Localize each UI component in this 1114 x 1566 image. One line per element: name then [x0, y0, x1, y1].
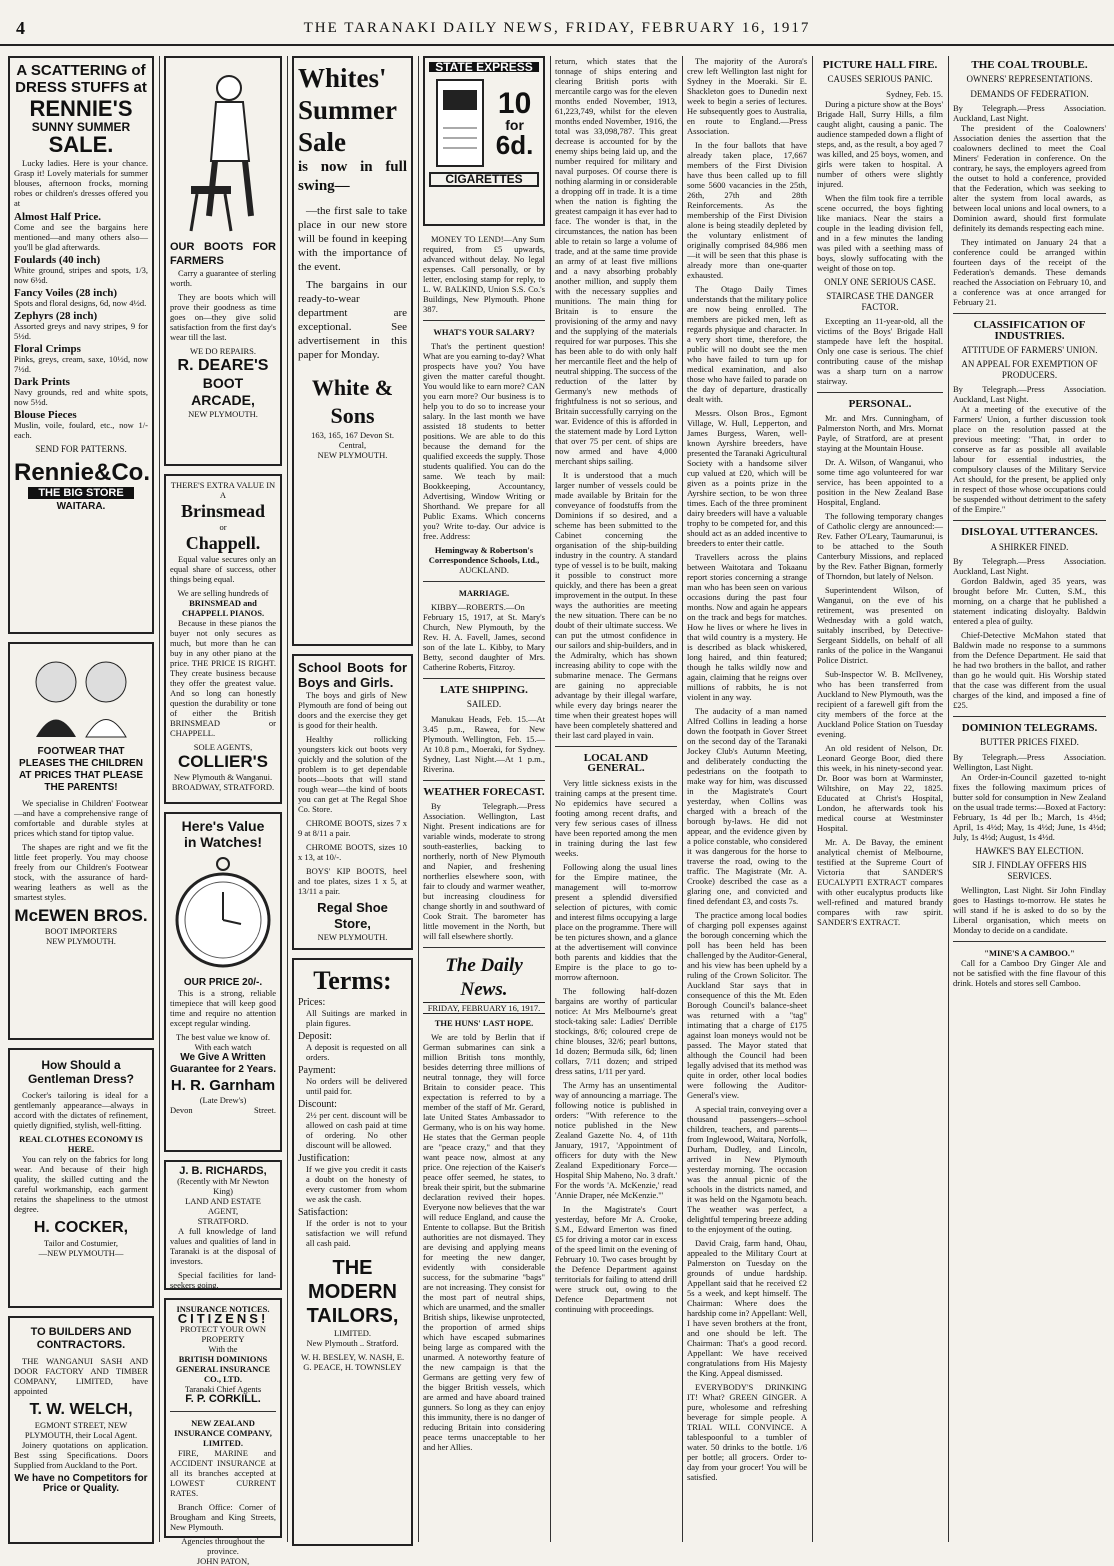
news-item: The Otago Daily Times understands that the military police are now being enrolled. The members are picked men, left as regards physique and character. In a very short time, therefore, the public will no doubt see the men who have failed to turn up for medical examination, and also those who have failed to parade on the day of departure, drastically dealt with.: [687, 284, 807, 404]
personal-item: Mr. A. De Bavay, the eminent analytical chemist of Melbourne, testified at the Supreme Court of Victoria that SANDER'S EUCALYPTI EXTRACT compares with other eucalyptus products like well-refined and matured brandy compares with raw spirit. SANDER'S EXTRACT.: [817, 837, 943, 928]
weather-text: By Telegraph.—Press Association. Wellington, Last Night. Present indications are for variable winds, moderate to strong south-easterlies, backing to northerly, north of New Plymouth and Napier, and freshening northerlies elsewhere soon, with fair to cloudy and warmer weather, but increasing cloudiness for change shortly in and southward of Cook Strait. The barometer has little movement in the North, but will fall elsewhere shortly.: [423, 801, 545, 942]
terms-heading: Terms:: [313, 966, 392, 995]
nz-insurance-company: NEW ZEALAND INSURANCE COMPANY, LIMITED.: [174, 1417, 272, 1448]
column-rule: [418, 56, 419, 1542]
news-item: The audacity of a man named Alfred Collins in leading a horse down the footpath in Gover Street on the second day of the Taranaki Jockey Club's Autumn Meeting, and deliberately conducting the pedestrians on the footpath to make way for him, was discussed in the Magistrate's Court yesterday, when Collins was charged with a breach of the borough by-laws. He did not appear, and the evidence given by a police constable, who considered it was dangerous for the horse to traverse the road, owing to the traffic. The Magistrate (Mr. A. Crooke) described the case as a glaring one, and convicted and fined defendant £3, and costs 7s.: [687, 706, 807, 906]
fire-text: During a picture show at the Boys' Brigade Hall, Surry Hills, a film caught alight, causing a panic. The audience stampeded down a flight of steps, and, as the result, a boy aged 7 was killed, and 25 boys, women, and girls were taken to hospital. A number of others were slightly injured.: [817, 98, 943, 189]
list-item: Fancy Voiles (28 inch) Spots and floral designs, 6d, now 4½d.: [14, 287, 147, 309]
richards-advert: [164, 1160, 282, 1290]
colliers-text-2: We are selling hundreds of: [177, 588, 269, 598]
colliers-chappell: Chappell.: [185, 533, 261, 553]
column-5: [555, 56, 677, 1542]
insurance-citizens: CITIZENS!: [177, 1311, 269, 1326]
watch-headline: Here's Value: [181, 818, 265, 834]
fire-text-2: When the film took fire a terrible scene occurred, the boys fighting like maniacs. Near the stairs a couple in the leading division fell, and in a few minutes the landing was piled with a seething mass of boys, slowly suffocating with the weight of those on top.: [817, 192, 943, 273]
fire-sub: CAUSES SERIOUS PANIC.: [827, 74, 933, 85]
terms-key: Satisfaction:: [298, 1207, 348, 1218]
cocker-text-2: You can rely on the fabrics for long wear. And because of their high quality, the skilled cutting and the careful workmanship, each garment retains the shapeliness to the utmost degree.: [14, 1154, 148, 1214]
classification-text: At a meeting of the executive of the Farmers' Union, a further discussion took place on the resolution passed at the previous meeting: "That, in order to conserve as far as possible all available labour for essential industries, the compulsory clauses of the Military Service Act should, for the present, be applied only in respect of those whose occupations could be suspended without detriment to the safety of the Empire.": [953, 404, 1106, 515]
rennie-town: WAITARA.: [56, 501, 106, 513]
cigarette-brand: STATE EXPRESS: [429, 62, 539, 72]
whites-address: 163, 165, 167 Devon St. Central,: [311, 430, 394, 450]
list-item: Dark Prints Navy grounds, red and white spots, now 5½d.: [14, 376, 148, 408]
tailors-firm-3: TAILORS,: [306, 1305, 399, 1327]
classification-heading: CLASSIFICATION OF INDUSTRIES.: [973, 319, 1086, 342]
deare-firm-2: BOOT ARCADE,: [191, 375, 255, 408]
rennie-items: [14, 212, 148, 440]
fire-dateline: Sydney, Feb. 15.: [886, 88, 943, 99]
insurance-line: PROTECT YOUR OWN PROPERTY: [180, 1324, 266, 1345]
mcewen-sub: BOOT IMPORTERS: [44, 926, 118, 936]
dominion-sub: BUTTER PRICES FIXED.: [980, 737, 1079, 748]
personal-item: Mr. and Mrs. Cunningham, of Palmerston North, and Mrs. Mornat Payle, of Stratford, are at present staying at the Mountain House.: [817, 413, 943, 454]
watch-location: Devon: [170, 1105, 193, 1116]
regal-text: The boys and girls of New Plymouth are fond of being out doors and the exercise they get is good for their health.: [298, 690, 407, 730]
welch-advert: [8, 1316, 154, 1544]
coal-sub-2: DEMANDS OF FEDERATION.: [970, 88, 1089, 99]
cigarette-for: for: [505, 117, 524, 134]
colliers-text: Equal value secures only an equal share of success, other things being equal.: [170, 554, 276, 584]
news-item: EVERYBODY'S DRINKING IT! What? GREEN GINGER. A pure, wholesome and refreshing beverage for simple people. A TRIAL WILL CONVINCE. A tablespoonful to a tumbler of water. 50 drinks to the bottle. 1/6 per bottle; all grocers. Order to-day from your grocer! You will be satisfied.: [687, 1382, 807, 1482]
personal-item: Sub-Inspector W. B. McIlveney, who has been transferred from Auckland to New Plymouth, was the recipient of a farewell gift from the city members of the force at the Auckland Police Station on Tuesday evening.: [817, 669, 943, 740]
colliers-brinsmead: Brinsmead: [180, 501, 265, 521]
news-item: In the four ballots that have already taken place, 17,667 members of the First Division have thus been called up to fill some 5600 vacancies in the 25th, 26th, 27th and 28th Reinforcements. As the membership of the First Division alone is being steadily depleted by the voluntary enlistment of originally comprised 84,986 men—it will be seen that this phase is already more than one-quarter exhausted.: [687, 140, 807, 280]
terms-value: If the order is not to your satisfaction we will refund all cash paid.: [306, 1218, 407, 1248]
disloyal-dateline: By Telegraph.—Press Association. Auckland, Last Night.: [953, 556, 1106, 577]
whites-text: —the first sale to take place in our new store will be found in keeping with the importance of the event.: [298, 205, 407, 273]
column-2: [164, 56, 282, 1566]
insurance-agents: Taranaki Chief Agents: [184, 1384, 262, 1395]
news-item: A special train, conveying over a thousand passengers—school children, teachers, and parents—from Inglewood, Waitara, Norfolk, Durham, Dudley, and Lincoln, arrived in New Plymouth yesterday morning. The occasion was the annual picnic of the schools in the districts named, and it was held on the Ngamotu beach. The weather was perfect, a delightful tempering breeze adding to the enjoyment of the outing.: [687, 1104, 807, 1234]
column-rule: [948, 56, 949, 1542]
local-item: Very little sickness exists in the training camps at the present time. No epidemics have secured a footing among recent drafts, and very few serious cases of illness have been reported among the men in training during the last few weeks.: [555, 777, 677, 858]
deare-repairs: WE DO REPAIRS.: [189, 346, 257, 356]
classification-sub-2: AN APPEAL FOR EXEMPTION OF PRODUCERS.: [961, 359, 1098, 380]
dominion-heading: DOMINION TELEGRAMS.: [961, 722, 1098, 735]
regal-advert: [292, 654, 413, 950]
tailors-limited: LIMITED.: [333, 1328, 372, 1338]
colliers-intro: THERE'S EXTRA VALUE IN A: [170, 480, 276, 500]
tailors-firm-2: MODERN: [308, 1281, 397, 1303]
coal-text-2: They intimated on January 24 that a conference could be arranged within fourteen days of the receipt of the Federation's demands. These demands reached the Association on February 10, and a conference was at once arranged for February 21.: [953, 237, 1106, 308]
tailors-firm: THE: [332, 1257, 373, 1279]
editorial-continued: return, which states that the tonnage of ships entering and clearing British ports with mercantile cargo was for the eleven months ended November, 1913, 61,223,749, whilst for the eleven months ended November, 1916, the total was 33,098,787. This great decrease is accounted for by the enemy ships being laid up, and the number required for military and naval purposes. Of course there is nothing alarming in or considerable a dropping off in trade. It is a time when the nation is fighting the greatest campaign it has ever had to face. The wonder is that, in the circumstances, the nation has been able to retain so large a volume of trade, and at the same time provide an army of at least five millions and a navy absorbing probably another million, and supply them with the necessary supplies and munitions. The main thing for Britain is to ensure the provisioning of the army and navy and the supplying of the materials required for war purposes. This she has been able to do with only half her mercantile fleet and the help of neutral shipping. The success of the reduction of the latter by Germany's new methods of frightfulness is not so serious, and Britain successfully carrying on the war. Evidence of this is afforded in the statement made by Lord Lytton that over 75 per cent. of ships are now armed and have 4,000 merchant ships sailing.: [555, 56, 677, 466]
welch-address: EGMONT STREET, NEW PLYMOUTH, their Local Agent.: [24, 1420, 138, 1440]
terms-key: Deposit:: [298, 1031, 332, 1042]
whites-town: NEW PLYMOUTH.: [317, 450, 388, 460]
insurance-signature: JOHN PATON,: [196, 1555, 250, 1566]
insurance-text-3: Agencies throughout the province.: [181, 1535, 265, 1556]
fire-sub-3: STAIRCASE THE DANGER FACTOR.: [826, 291, 934, 312]
dominion-sub-2: HAWKE'S BAY ELECTION.: [975, 845, 1084, 856]
cigarettes-label: CIGARETTES: [429, 172, 539, 186]
news-item: The practice among local bodies of charging poll expenses against the borough concerning which the poll has been held has been challenged by the Auditor-General, and his view has been upheld by a ruling of the Crown Solicitor. The Auckland Star says that in consequence of this the Mt. Eden Borough Council's balance-sheet was returned with a "tag" intimating that a charge of £175 against loan moneys would not be passed. The Mayor stated that although the Council had been legally advised that its method was quite in order, other local bodies were following the Auditor-General's view.: [687, 910, 807, 1100]
news-item: David Craig, farm hand, Ohau, appealed to the Military Court at Palmerston on Tuesday on the grounds of undue hardship. Appellant said that he received £2 5s a week, and kept himself. The Chairman: Where does the hardship come in? Appellant: Well, I have seven brothers at the front, and one should be left. The Chairman: That's a good record. Appellant: We have received congratulations from His Majesty the King. Appeal dismissed.: [687, 1238, 807, 1378]
insurance-heading: INSURANCE NOTICES.: [176, 1304, 270, 1314]
list-item: Foulards (40 inch) White ground, stripes and spots, 1/3, now 6½d.: [14, 254, 148, 286]
deare-text: Carry a guarantee of sterling worth.: [170, 268, 276, 288]
insurance-notices: [164, 1298, 282, 1566]
personal-item: Dr. A. Wilson, of Wanganui, who some time ago volunteered for war service, has been appointed to a position in the New Zealand Base Hospital, England.: [817, 457, 943, 508]
watch-text: This is a strong, reliable timepiece that will keep good time and require no attention except regular winding.: [170, 988, 276, 1029]
regal-headline: School Boots for Boys and Girls.: [298, 660, 407, 690]
editorial-date: FRIDAY, FEBRUARY 16, 1917.: [423, 1002, 545, 1014]
regal-town: NEW PLYMOUTH.: [317, 932, 388, 942]
rennie-firm: Rennie&Co.: [14, 458, 151, 486]
personal-item: An old resident of Nelson, Dr. Leonard George Boor, died there this week, in his ninety-second year. Dr. Boor was born at Warminster, Wiltshire, on May 22, 1825. Educated at Christ's Hospital, London, he afterwards took his medical course at Westminster Hospital.: [817, 743, 943, 834]
coal-dateline: By Telegraph.—Press Association. Auckland, Last Night.: [953, 103, 1106, 124]
state-express-advert: [423, 56, 545, 226]
masthead: [0, 0, 1114, 46]
insurance-line-2: With the: [208, 1344, 238, 1355]
list-item: Floral Crimps Pinks, greys, cream, saxe, 10½d, now 7½d.: [14, 343, 148, 375]
classification-sub: ATTITUDE OF FARMERS' UNION.: [961, 345, 1098, 356]
rennie-sale-word: SALE.: [48, 132, 114, 158]
tailors-names: W. H. BESLEY, W. NASH, E. G. PEACE, H. TOWNSLEY: [300, 1352, 405, 1372]
coal-sub: OWNERS' REPRESENTATIONS.: [966, 74, 1093, 85]
newspaper-title: THE TARANAKI DAILY NEWS, FRIDAY, FEBRUARY 16, 1917: [303, 20, 811, 36]
whites-firm: White & Sons: [311, 375, 394, 428]
disloyal-text: Gordon Baldwin, aged 35 years, was brought before Mr. Cutten, S.M., this morning, on a charge that he published a statement indicating disloyalty. Baldwin entered a plea of guilty.: [953, 576, 1106, 627]
fire-text-3: Excepting an 11-year-old, all the victims of the Boys' Brigade Hall stampede have left the hospital. Only one case is serious. The chief contributing cause of the mishap was a sharp turn on a narrow stairway.: [817, 316, 943, 387]
salary-firm: Hemingway & Robertson's Correspondence Schools, Ltd.,: [428, 545, 540, 565]
cocker-text: Cocker's tailoring is ideal for a gentlemanly appearance—always in accord with the dictates of refinement, quietly dignified, stylish, well-fitting.: [14, 1090, 148, 1130]
news-item: Messrs. Olson Bros., Egmont Village, W. Hull, Lepperton, and James Burgess, Waren, well-known Ayrshire breeders, have presented the Taranaki Agricultural Society with a handsome silver cup valued at £20, which will be given as a points prize in the Ayrshire section, to be won three times. Each of the three prominent dairy breeders will have a valuable trophy to be competed for, and this should act as an added incentive to breeders to enter their cattle.: [687, 408, 807, 548]
cocker-advert: [8, 1048, 154, 1308]
rennie-headline: A SCATTERING of: [16, 62, 146, 79]
dominion-sub-3: SIR J. FINDLAY OFFERS HIS SERVICES.: [972, 860, 1087, 881]
whites-text-2: The bargains in our ready-to-wear department are exceptional. See advertisement in this paper for Monday.: [298, 279, 407, 361]
regal-text-2: Healthy rollicking youngsters kick out boots very quickly and the solution of the problem is to get dependable boots—boots that will stand rough wear—the kind of boots you can get at The Regal Shoe Co. Store.: [298, 734, 407, 814]
deare-headline: OUR BOOTS FOR FARMERS: [170, 241, 276, 267]
editorial-masthead: The Daily News.: [445, 955, 523, 1001]
money-to-lend: MONEY TO LEND!—Any Sum required, from £5 upwards, advanced without delay. No legal expenses. Call personally, or by letter, enclosing stamp for reply, to L. W. BALKIND, Union S.S. Co.'s Buildings, New Plymouth. Phone 387.: [423, 234, 545, 314]
list-item: Zephyrs (28 inch) Assorted greys and navy stripes, 9 for 5½d.: [14, 310, 148, 342]
mcewen-firm: McEWEN BROS.: [14, 906, 148, 925]
shipping-heading: LATE SHIPPING.: [440, 684, 528, 696]
terms-value: 2½ per cent. discount will be allowed on cash paid at time of ordering. No other discount will be allowed.: [306, 1110, 407, 1150]
shipping-text: Manukau Heads, Feb. 15.—At 3.45 p.m., Rawea, for New Plymouth. Wellington, Feb. 15.—At 10.8 p.m., Moeraki, for Sydney. Sydney, Last Night.—At 1 p.m., Riverina.: [423, 713, 545, 774]
dominion-text-2: Wellington, Last Night. Sir John Findlay goes to Hastings to-morrow. He states he will stand if he is asked to do so by the Liberal organisation, which meets on Monday to decide on a candidate.: [953, 885, 1106, 936]
mcewen-text: We specialise in Children' Footwear—and have a comprehensive range of comfortable and durable styles at prices which stand for tiptop value.: [14, 798, 148, 838]
richards-text: A full knowledge of land values and qualities of land in Taranaki is at the disposal of investors.: [170, 1226, 276, 1267]
editorial-heading: THE HUNS' LAST HOPE.: [434, 1018, 534, 1029]
news-item: Travellers across the plains between Waitotara and Tokaanu report stories concerning a strange man who has been seen on various occasions during the past four months. Now and again he appears on the track and begs for matches. How he lives or where he lives in that wild country is a mystery. He is described as black whiskered, long haired, and thin featured; though he talks wildly now and again, claiming that he reigns over millions of rabbits, he is not violent in any way.: [687, 552, 807, 702]
insurance-agent-name: F. P. CORKILL.: [185, 1393, 261, 1406]
modern-tailors-advert: [292, 958, 413, 1546]
cigarette-count: 10: [497, 87, 532, 121]
column-6: [687, 56, 807, 1542]
terms-value: All Suitings are marked in plain figures.: [306, 1008, 407, 1028]
dominion-text: An Order-in-Council gazetted to-night fixes the following maximum prices of butter sold for consumption in New Zealand on the usual trade terms:—Boxed at Factory: February, 1s 4d per lb.; March, 1s 4½d; April, 1s 4½d; May, 1s 4½d; June, 1s 4½d; July, 1s 4½d; August, 1s 4½d.: [953, 771, 1106, 842]
column-rule: [159, 56, 160, 1542]
tailors-town: New Plymouth .. Stratford.: [306, 1338, 399, 1348]
whites-name: Whites': [298, 63, 387, 93]
deare-firm: R. DEARE'S: [177, 357, 269, 374]
personal-item: The following temporary changes of Catholic clergy are announced:—Rev. Father O'Leary, Taumarunui, is to be attached to the South Canterbury Missions, and replaced by the Rev. Father Bignan, formerly of Thorndon, but lately of Nelson.: [817, 511, 943, 582]
richards-text-2: Special facilities for land-seekers going.: [170, 1270, 276, 1291]
colliers-firm: COLLIER'S: [178, 752, 268, 771]
deare-advert: [164, 56, 282, 466]
welch-headline: TO BUILDERS AND CONTRACTORS.: [30, 1326, 132, 1351]
column-7: [817, 56, 943, 1542]
rennie-headline-2: DRESS STUFFS at: [15, 79, 147, 96]
column-rule: [812, 56, 813, 1542]
marriage-notice: KIBBY—ROBERTS.—On February 15, 1917, at St. Mary's Church, New Plymouth, by the Rev. H. A. Favell, James, second son of the late L. Kibby, to Mary Betty, second daughter of Mrs. Catherine Roberts, Fitzroy.: [423, 602, 545, 672]
watch-text-2: The best value we know of. With each watch: [176, 1032, 270, 1053]
whites-advert: [292, 56, 413, 646]
list-item: Almost Half Price. Come and see the bargains here mentioned—and many others also—you'll be glad afterwards.: [14, 211, 148, 253]
regal-price-3: BOYS' KIP BOOTS, heel and toe plates, sizes 1 x 5, at 13/11 a pair.: [298, 866, 407, 896]
insurance-company: BRITISH DOMINIONS GENERAL INSURANCE CO., LTD.: [175, 1354, 271, 1385]
rennie-send: SEND FOR PATTERNS.: [35, 444, 127, 455]
personal-heading: PERSONAL.: [848, 398, 912, 411]
cocker-firm: H. COCKER,: [33, 1219, 129, 1236]
cocker-headline: How Should a Gentleman Dress?: [27, 1058, 135, 1086]
local-heading: LOCAL AND GENERAL.: [583, 752, 649, 775]
column-8: [953, 56, 1106, 1542]
cigarette-price: 6d.: [495, 129, 534, 160]
column-3: [292, 56, 413, 1542]
coal-heading: THE COAL TROUBLE.: [971, 59, 1088, 71]
richards-sub-2: LAND AND ESTATE AGENT,: [185, 1196, 261, 1217]
local-item: Following along the usual lines for the Empire matinee, the management will to-morrow present a splendid diversified selection of pictures, with comic and interest films occupying a large place on the programme. There will be ten pictures shown, and a glance at the advertisement will convince both parents and kiddies that the Empire is the place to go to-morrow afternoon.: [555, 861, 677, 982]
colliers-town: New Plymouth & Wanganui.: [173, 772, 273, 782]
local-item: In the Magistrate's Court yesterday, before Mr A. Crooke, S.M., Edward Emerton was fined £5 for driving a motor car in excess of the speed limit on the evening of February 10. Two cases brought by the Defence Department against territorials for failing to attend drill were struck out, owing to the Defence Department not continuing with proceedings.: [555, 1203, 677, 1314]
terms-value: If we give you credit it casts a doubt on the honesty of every customer from whom we ask the cash.: [306, 1164, 407, 1204]
welch-text-2: Joinery quotations on application. Best ssing Specifications. Doors Supplied from Auckland to the Port.: [14, 1440, 148, 1470]
richards-town: STRATFORD.: [197, 1216, 249, 1227]
classification-dateline: By Telegraph.—Press Association. Auckland, Last Night.: [953, 384, 1106, 405]
cigarette-pack-icon: [435, 78, 485, 168]
watch-location-2: Street.: [254, 1105, 276, 1116]
rennie-name: RENNIE'S: [29, 96, 133, 121]
column-1: [8, 56, 154, 1542]
welch-text: THE WANGANUI SASH AND DOOR FACTORY AND TIMBER COMPANY, LIMITED, have appointed: [14, 1356, 148, 1396]
mcewen-headline: FOOTWEAR THAT PLEASES THE CHILDREN AT PRICES THAT PLEASE THE PARENTS!: [18, 746, 144, 793]
editorial-text: We are told by Berlin that if German submarines can sink a million British tons monthly, besides deterring three millions of neutral tonnage, they will force Britain to consider peace. This expectation is referred to by a member of the staff of Mr. Gerard, late United States Ambassador to Germany, who is on his way home. He states that the German people are "peace crazy," and that they want peace now, almost at any price. One rejection of the Kaiser's peace offer seemed, he states, to break their spirit, but the submarine declaration revived their hopes. Everyone now believes that the war will reduce England, and cause the Entente to collapse. But the British authorities are not dismayed. They are devising and applying means for meeting the new danger, evidently with considerable success, for the submarine "bags" are not increasing. They consist for the most part of neutral ships, which are unarmed, and the smaller British ships, likewise unprotected, the proportion of armed ships which have escaped submarines being large as compared with the unarmed. A noteworthy feature of the new campaign is that the Germans are getting very few of the bigger British vessels, which are armed and have aboard trained gunners. So long as they can enjoy this immunity, there is no danger of reducing Britain into considering peace terms unacceptable to her and her Allies.: [423, 1032, 545, 1453]
camboo-advert-text: Call for a Camboo Dry Ginger Ale and not be satisfied with the fine flavour of this drink. Hotels and stores sell Camboo.: [953, 958, 1106, 989]
salary-text: That's the pertinent question! What are you earning to-day? What prospects have you? You have given the matter careful thought. You would like to earn more? CAN you earn more? Our business is to help you to do so to increase your salary. In the last month we have assisted 18 students to better positions. We are able to do this because the demand for the qualified exceeds the supply. Those students qualified. You can do the same. We teach by mail: Bookkeeping, Accountancy, Advertising, Window Writing or Shorthand. We prepare for all Public Exams. Which concerns you? Write to-day. Our advice is free. Address:: [423, 341, 545, 541]
terms-key: Payment:: [298, 1065, 336, 1076]
insurance-text: FIRE, MARINE and ACCIDENT INSURANCE at all its branches accepted at LOWEST CURRENT RATES.: [170, 1447, 276, 1498]
watch-late: (Late Drew's): [199, 1095, 247, 1106]
richards-firm: J. B. RICHARDS,: [179, 1165, 267, 1177]
coal-text: The president of the Coalowners' Association denies the assertion that the coalowners declined to meet the Coal Miners' Federation in conference. On the contrary, he says, the employers agreed from the outset to hold a conference, provided that the Federation, which was seeking to alter the system from local awards, as between local unions and local owners, to a Dominion award, should first formulate definitely its demands respecting each mine.: [953, 123, 1106, 234]
personal-item: Superintendent Wilson, of Wanganui, on the eve of his retirement, was presented on Wednesday with a gold watch, suitably inscribed, by Detective-Sergeant Siddells, on behalf of all ranks of the police in the Wanganui Police District.: [817, 585, 943, 666]
colliers-text-3: Because in these pianos the buyer not only secures as much, but more than he can buy in any other piano at the price. THE PRICE IS RIGHT. They create business because they offer the greatest value. And so long can honestly question the durability or tone of either the British BRINSMEAD or CHAPPELL.: [170, 618, 276, 738]
whites-sale: Sale: [298, 127, 347, 157]
rennie-advert: [8, 56, 154, 634]
fire-sub-2: ONLY ONE SERIOUS CASE.: [824, 276, 936, 287]
deare-town: NEW PLYMOUTH.: [188, 409, 258, 419]
welch-firm: T. W. WELCH,: [29, 1401, 133, 1418]
terms-key: Discount:: [298, 1099, 337, 1110]
terms-key: Prices:: [298, 997, 326, 1008]
pocket-watch-icon: [173, 854, 273, 974]
whites-summer: Summer: [298, 95, 397, 125]
local-item: The Army has an unsentimental way of announcing a marriage. The following notice is published in orders: "With reference to the notice published in the New Zealand Gazette No. 4, of 11th January, 1917, 'Appointment of officers for duty with the New Zealand Expeditionary Force—Hospital Ship Maheno, No. 3 draft.' For the words 'A. McKenzie,' read 'Annie Draper, née McKenzie.'": [555, 1079, 677, 1200]
news-item: The majority of the Aurora's crew left Wellington last night for Sydney in the Moeraki. Sir E. Shackleton goes to Dunedin next week to begin a series of lectures. He subsequently goes to Australia, en route to England.—Press Association.: [687, 56, 807, 136]
colliers-advert: [164, 474, 282, 804]
marriage-heading: MARRIAGE.: [458, 588, 510, 598]
cocker-town: —NEW PLYMOUTH—: [38, 1248, 124, 1258]
colliers-address: BROADWAY, STRATFORD.: [171, 782, 275, 792]
disloyal-text-2: Chief-Detective McMahon stated that Baldwin made no response to a summons from the Defence Department. He said that he had two brothers in the ballot, and rather than go he would quit. His Worship stated that the case was different from the usual charges of the kind, and imposed a fine of £25.: [953, 630, 1106, 711]
deare-text-2: They are boots which will prove their goodness as time goes on—they give solid satisfaction from the first day's wear till the last.: [170, 292, 276, 342]
rennie-band: THE BIG STORE: [28, 487, 133, 499]
insurance-text-2: Branch Office: Corner of Brougham and King Streets, New Plymouth.: [170, 1501, 276, 1532]
watch-headline-2: in Watches!: [183, 834, 263, 850]
farmer-illustration: [171, 66, 275, 236]
mcewen-advert: [8, 642, 154, 1040]
rennie-sale-line: SUNNY SUMMER: [31, 120, 131, 134]
salary-heading: WHAT'S YOUR SALARY?: [433, 327, 535, 337]
watch-advert: [164, 812, 282, 1152]
camboo-advert-heading: "MINE'S A CAMBOO.": [984, 948, 1075, 959]
richards-sub: (Recently with Mr Newton King): [177, 1176, 269, 1197]
mcewen-town: NEW PLYMOUTH.: [46, 936, 116, 946]
column-4: [423, 56, 545, 1542]
column-rule: [550, 56, 551, 1542]
page-number: 4: [16, 18, 25, 38]
salary-town: AUCKLAND.: [459, 565, 509, 575]
children-illustration: [21, 652, 141, 742]
colliers-or: or: [219, 522, 227, 532]
local-item: The following half-dozen bargains are worthy of particular notice: At Mrs Melbourne's great stock-taking sale: Ladies' Derrible stockings, 8/6; coloured crepe de chine blouses, 32/6; pearl buttons, 1d dozen; Bermuda silk, 6d; linen collars, 7/11 dozen; and striped dress satins, 1/11 per yard.: [555, 985, 677, 1076]
regal-price: CHROME BOOTS, sizes 7 x 9 at 8/11 a pair.: [298, 818, 407, 838]
rennie-intro: Lucky ladies. Here is your chance. Grasp it! Lovely materials for summer blouses, afternoon frocks, morning robes or children's dresses offered you at: [14, 158, 148, 209]
editorial-continued-2: It is understood that a much larger number of vessels could be made available by Britain for the conveyance of foodstuffs from the Dominions if so desired, and a scheme has been submitted to the Cabinet concerning the organisation of the ship-building industry in the country. A standard type of vessel is to be built, making it possible to construct more quickly, and there has been a great improvement in the output. In these ways the authorities are meeting the new situation. There can be no doubt of their ultimate success. We can put the utmost confidence in our sailors and ship-builders, and in the Admiralty, which has shown increasing ability to cope with the submarine menace. The Germans are gaining no appreciable advantage by their illegal warfare, while every day brings nearer the time when their greatest hopes will have been completely shattered and their last card played in vain.: [555, 470, 677, 740]
weather-heading: WEATHER FORECAST.: [423, 785, 545, 798]
regal-firm: Regal Shoe Store,: [317, 900, 388, 931]
watch-guarantee: We Give A Written Guarantee for 2 Years.: [170, 1052, 276, 1076]
welch-tagline: We have no Competitors for Price or Quality.: [14, 1473, 148, 1495]
cocker-sub: Tailor and Costumier,: [44, 1238, 118, 1248]
watch-firm: H. R. Garnham: [170, 1077, 276, 1095]
terms-key: Justification:: [298, 1153, 350, 1164]
column-rule: [287, 56, 288, 1542]
shipping-sub: SAILED.: [466, 699, 502, 710]
column-rule: [682, 56, 683, 1542]
watch-price: OUR PRICE 20/-.: [183, 977, 263, 988]
terms-value: No orders will be delivered until paid for.: [306, 1076, 407, 1096]
colliers-pianos: BRINSMEAD and CHAPPELL PIANOS.: [181, 598, 265, 618]
disloyal-sub: A SHIRKER FINED.: [990, 541, 1069, 552]
whites-tagline: is now in full swing—: [298, 159, 407, 194]
fire-heading: PICTURE HALL FIRE.: [822, 59, 938, 71]
terms-value: A deposit is requested on all orders.: [306, 1042, 407, 1062]
dominion-dateline: By Telegraph.—Press Association. Wellington, Last Night.: [953, 751, 1106, 772]
disloyal-heading: DISLOYAL UTTERANCES.: [961, 526, 1098, 539]
regal-price-2: CHROME BOOTS, sizes 10 x 13, at 10/-.: [298, 842, 407, 862]
mcewen-text-2: The shapes are right and we fit the little feet properly. You may choose freely from our Children's Footwear stock, with the assurance of hard-wearing leathers as well as the smartest styles.: [14, 842, 148, 902]
cocker-economy: REAL CLOTHES ECONOMY IS HERE.: [19, 1134, 143, 1154]
colliers-agents: SOLE AGENTS,: [193, 742, 253, 752]
list-item: Blouse Pieces Muslin, voile, foulard, etc., now 1/- each.: [14, 409, 148, 441]
